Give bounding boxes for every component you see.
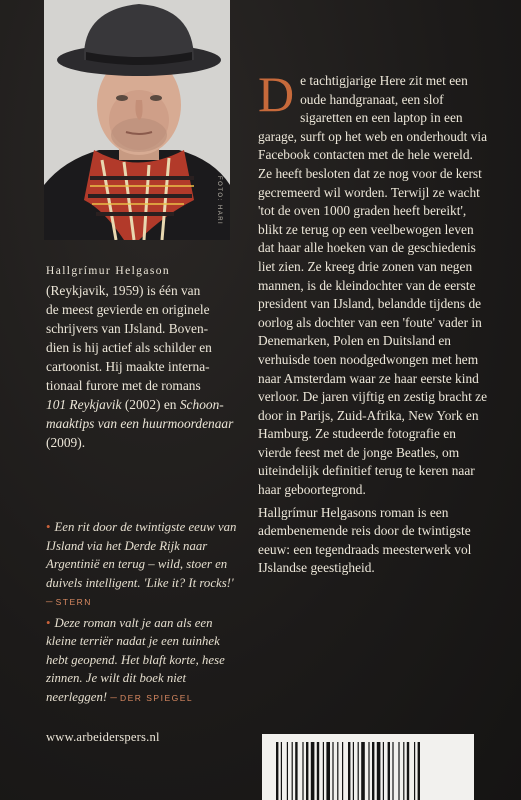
barcode-icon (262, 734, 474, 800)
review-quotes (46, 518, 241, 709)
author-bio-line: (Reykjavik, 1959) is één van (46, 283, 201, 298)
author-bio (46, 262, 241, 452)
blurb-text: e tachtigjarige Here zit met een oude handgranaat, een slof sigaretten en een laptop in een garage, surft op het web en onderhoudt via Facebook contacten met de hele wereld. Ze heeft besloten dat ze nog voor de kerst gecremeerd wil worden. Terwijl ze wacht 'tot de oven 1000 graden heeft bereikt', blikt ze terug op een veelbewogen leven dat haar alle hoeken van de geschiedenis liet zien. Ze kreeg drie zonen van negen mannen, is de kleindochter van de eerste president van IJsland, belandde tijdens de oorlog als dochter van een 'foute' vader in Denemarken, Polen en Duitsland en verhuisde toen noodgedwongen met hem naar Amsterdam waar ze haar eerste kind verloor. De jaren vijftig en zestig bracht ze door in Parijs, Zuid-Afrika, New York en Hamburg. Ze studeerde fotografie en vierde feest met de jonge Beatles, om uiteindelijk definitief terug te keren naar haar geboortegrond. (258, 73, 488, 498)
author-bio-line (46, 395, 241, 414)
publisher-website: www.arbeiderspers.nl (46, 730, 160, 744)
novel-title: maaktips van een huurmoordenaar (46, 416, 234, 431)
author-bio-line (46, 414, 241, 433)
barcode (262, 734, 474, 800)
author-photo (44, 0, 230, 240)
review-quote (46, 614, 241, 708)
author-bio-line: tionaal furore met de romans (46, 378, 201, 393)
book-blurb (258, 66, 490, 578)
quote-dash: – (46, 594, 53, 608)
author-bio-line: cartoonist. Hij maakte interna- (46, 359, 210, 374)
author-portrait-image (44, 0, 230, 240)
author-bio-line: (2009). (46, 435, 86, 450)
blurb-paragraph: Hallgrímur Helgasons roman is een adembenemende reis door de twintigste eeuw: een tegendraads meesterwerk vol IJslandse geestigheid. (258, 504, 472, 576)
novel-title: Schoon- (179, 397, 224, 412)
author-name: Hallgrímur Helgason (46, 265, 171, 277)
bullet-icon: • (46, 520, 51, 534)
quote-text: Een rit door de twintigste eeuw van IJsland via het Derde Rijk naar Argentinië en terug – wild, stoer en duivels intelligent. 'Like it? It rocks!' (46, 520, 237, 590)
bullet-icon: • (46, 615, 51, 630)
quote-dash: – (110, 689, 117, 704)
quote-source: DER SPIEGEL (119, 692, 194, 703)
author-bio-line: dien is hij actief als schilder en (46, 340, 212, 355)
review-quote (46, 518, 241, 612)
blurb-paragraph (258, 66, 490, 500)
drop-cap: D (258, 66, 295, 122)
quote-source: STERN (55, 597, 92, 607)
novel-title: 101 Reykjavik (46, 397, 122, 412)
novel-year: (2002) en (121, 397, 180, 412)
photo-credit: FOTO: HARI (216, 176, 222, 226)
author-bio-line: schrijvers van IJsland. Boven- (46, 321, 209, 336)
quote-text: Deze roman valt je aan als een kleine terriër nadat je een tuinhek hebt geopend. Het blaft korte, hese zinnen. Je wilt dit boek niet neerleggen! (46, 615, 225, 704)
author-bio-line: de meest gevierde en originele (46, 302, 210, 317)
